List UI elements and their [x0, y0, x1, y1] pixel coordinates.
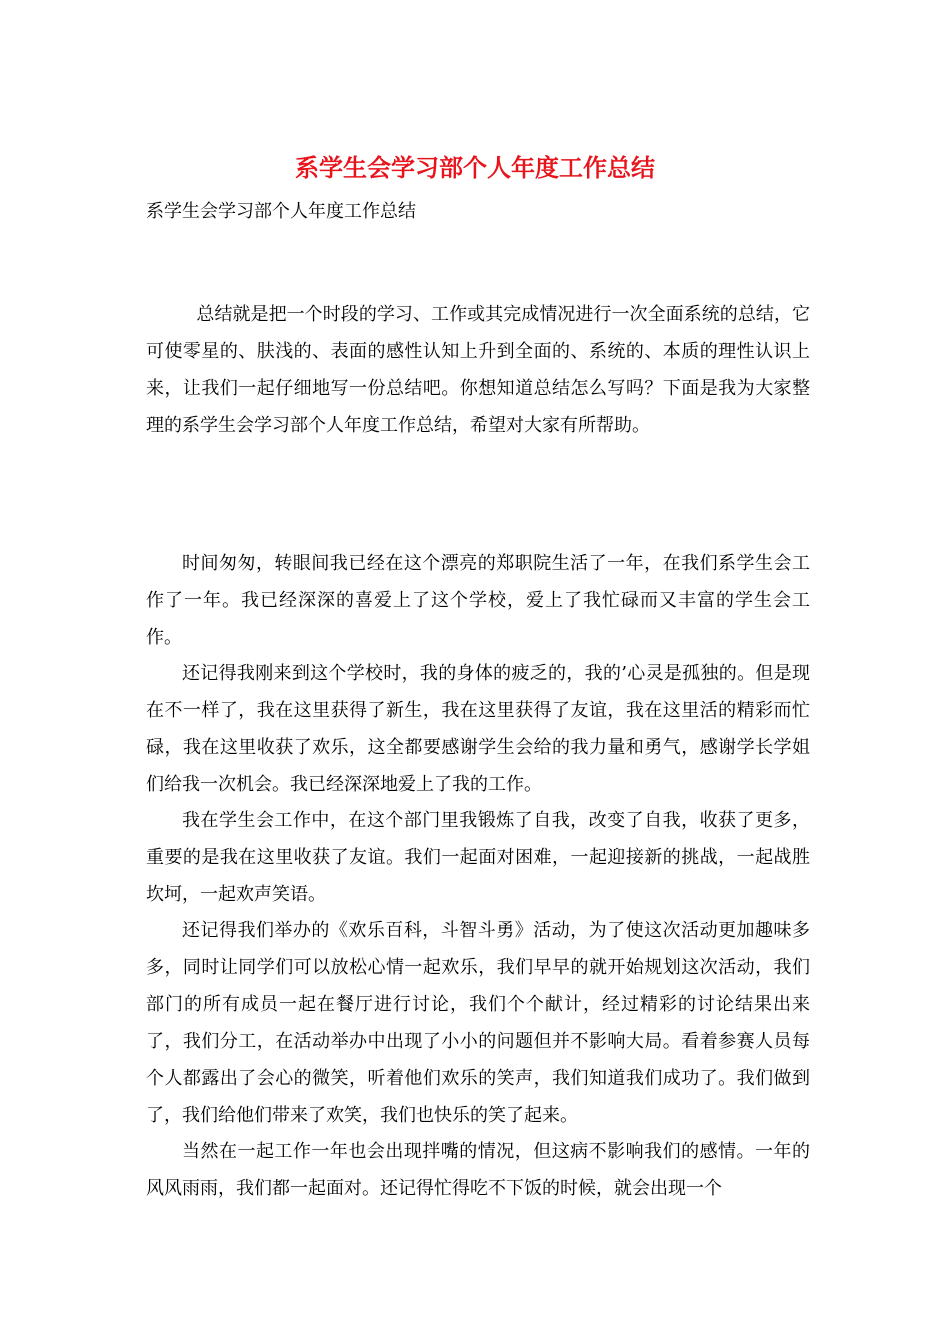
intro-paragraph: 总结就是把一个时段的学习、工作或其完成情况进行一次全面系统的总结，它可使零星的、肤浅的、表面的感性认知上升到全面的、系统的、本质的理性认识上来，让我们一起仔细地写一份总结吧。你想知道总结怎么写吗？下面是我为大家整理的系学生会学习部个人年度工作总结，希望对大家有所帮助。	[146, 304, 810, 436]
body-paragraph-5: 当然在一起工作一年也会出现拌嘴的情况，但这病不影响我们的感情。一年的风风雨雨，我们都一起面对。还记得忙得吃不下饭的时候，就会出现一个	[146, 1141, 810, 1199]
document-subtitle: 系学生会学习部个人年度工作总结	[146, 201, 416, 222]
body-paragraph-3: 我在学生会工作中，在这个部门里我锻炼了自我，改变了自我，收获了更多，重要的是我在这里收获了友谊。我们一起面对困难，一起迎接新的挑战，一起战胜坎坷，一起欢声笑语。	[146, 810, 810, 905]
body-paragraph-2: 还记得我刚来到这个学校时，我的身体的疲乏的，我的’心灵是孤独的。但是现在不一样了，我在这里获得了新生，我在这里获得了友谊，我在这里活的精彩而忙碌，我在这里收获了欢乐，这全都要感谢学生会给的我力量和勇气，感谢学长学姐们给我一次机会。我已经深深地爱上了我的工作。	[146, 663, 810, 795]
body-paragraph-1: 时间匆匆，转眼间我已经在这个漂亮的郑职院生活了一年，在我们系学生会工作了一年。我已经深深的喜爱上了这个学校，爱上了我忙碌而又丰富的学生会工作。	[146, 553, 810, 648]
body-paragraph-4: 还记得我们举办的《欢乐百科，斗智斗勇》活动，为了使这次活动更加趣味多多，同时让同学们可以放松心情一起欢乐，我们早早的就开始规划这次活动，我们部门的所有成员一起在餐厅进行讨论，我们个个献计，经过精彩的讨论结果出来了，我们分工，在活动举办中出现了小小的问题但并不影响大局。看着参赛人员每个人都露出了会心的微笑，听着他们欢乐的笑声，我们知道我们成功了。我们做到了，我们给他们带来了欢笑，我们也快乐的笑了起来。	[146, 920, 810, 1126]
document-title: 系学生会学习部个人年度工作总结	[295, 153, 655, 182]
